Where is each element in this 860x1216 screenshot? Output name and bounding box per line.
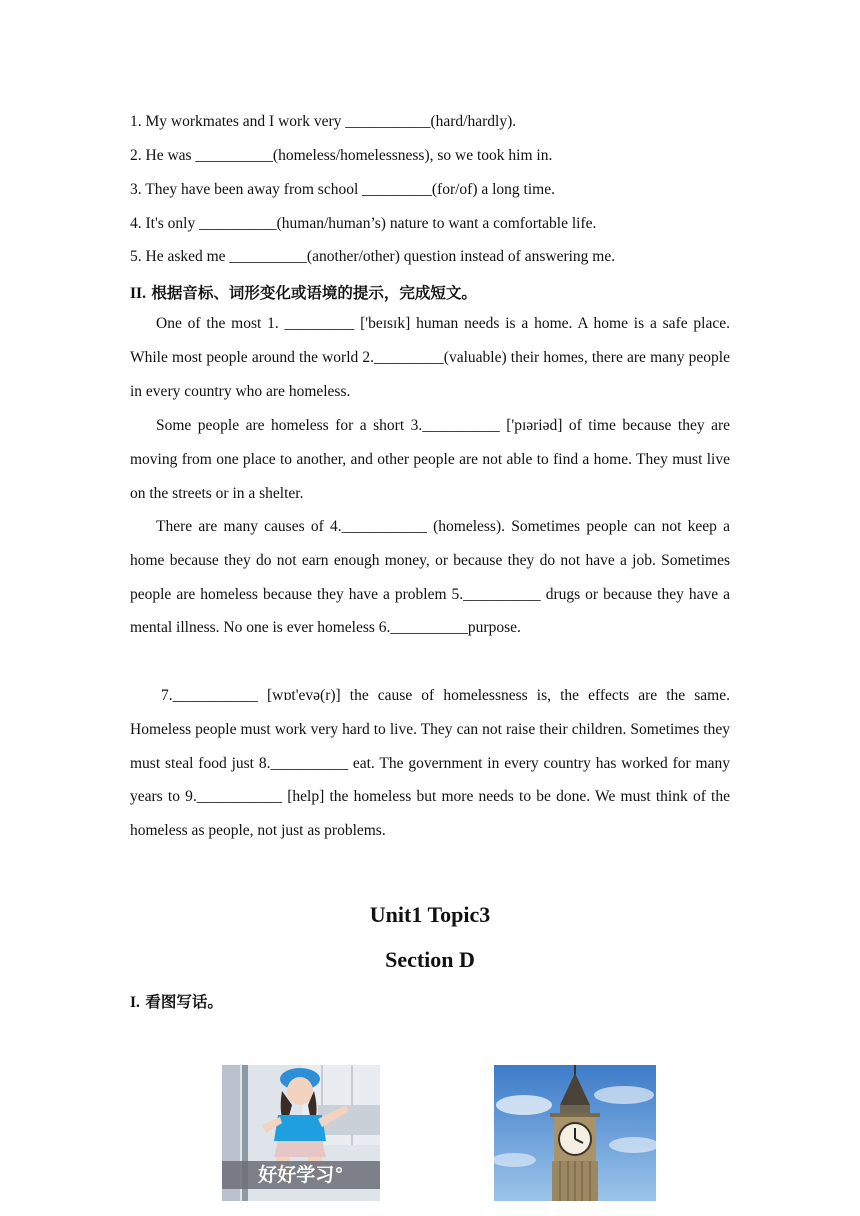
section-ii-number: II. [130, 285, 146, 302]
section-ii-heading [130, 281, 477, 303]
studying-girl-image [222, 1065, 380, 1201]
passage-paragraph-2 [130, 409, 730, 510]
section-ii-instruction: 根据音标、词形变化或语境的提示，完成短文。 [151, 284, 477, 302]
exercise-item-1: 1. My workmates and I work very ___________(hard/hardly). [130, 113, 517, 130]
section-title: Section D [385, 947, 475, 972]
passage-text-2: Some people are homeless for a short 3.__________ ['pɪəriəd] of time because they are moving from one place to another, and other people are not able to find a home. They must live on the streets or in a shelter. [130, 417, 730, 502]
passage-paragraph-1 [130, 307, 730, 408]
passage-paragraph-3 [130, 510, 730, 645]
passage-text-4: 7.___________ [wɒt'evə(r)] the cause of homelessness is, the effects are the same. Homeless people must work very hard to live. They can not raise their children. Sometimes they must steal food just 8.__________ eat. The government in every country has worked for many years to 9.___________ [help] the homeless but more needs to be done. We must think of the homeless as people, not just as problems. [130, 687, 730, 840]
passage-text-1: One of the most 1. _________ ['beɪsɪk] human needs is a home. A home is a safe place. While most people around the world 2._________(valuable) their homes, there are many people in every country who are homeless. [130, 315, 730, 400]
passage-paragraph-4 [130, 679, 730, 848]
big-ben-illustration [494, 1065, 656, 1201]
unit-title: Unit1 Topic3 [369, 902, 491, 927]
exercise-item-2: 2. He was __________(homeless/homelessness), so we took him in. [130, 147, 553, 164]
section-i-heading [130, 990, 223, 1012]
passage-text-3: There are many causes of 4.___________ (homeless). Sometimes people can not keep a home because they do not earn enough money, or because they do not have a job. Sometimes people are homeless because they have a problem 5.__________ drugs or because they have a mental illness. No one is ever homeless 6.__________purpose. [130, 518, 730, 637]
section-i-number: I. [130, 994, 140, 1011]
exercise-item-3: 3. They have been away from school _________(for/of) a long time. [130, 181, 555, 198]
section-i-instruction: 看图写话。 [145, 993, 223, 1011]
big-ben-image [494, 1065, 656, 1201]
image-caption: 好好学习° [258, 1164, 344, 1186]
exercise-item-4: 4. It's only __________(human/human’s) nature to want a comfortable life. [130, 215, 597, 232]
exercise-item-5: 5. He asked me __________(another/other) question instead of answering me. [130, 248, 616, 265]
